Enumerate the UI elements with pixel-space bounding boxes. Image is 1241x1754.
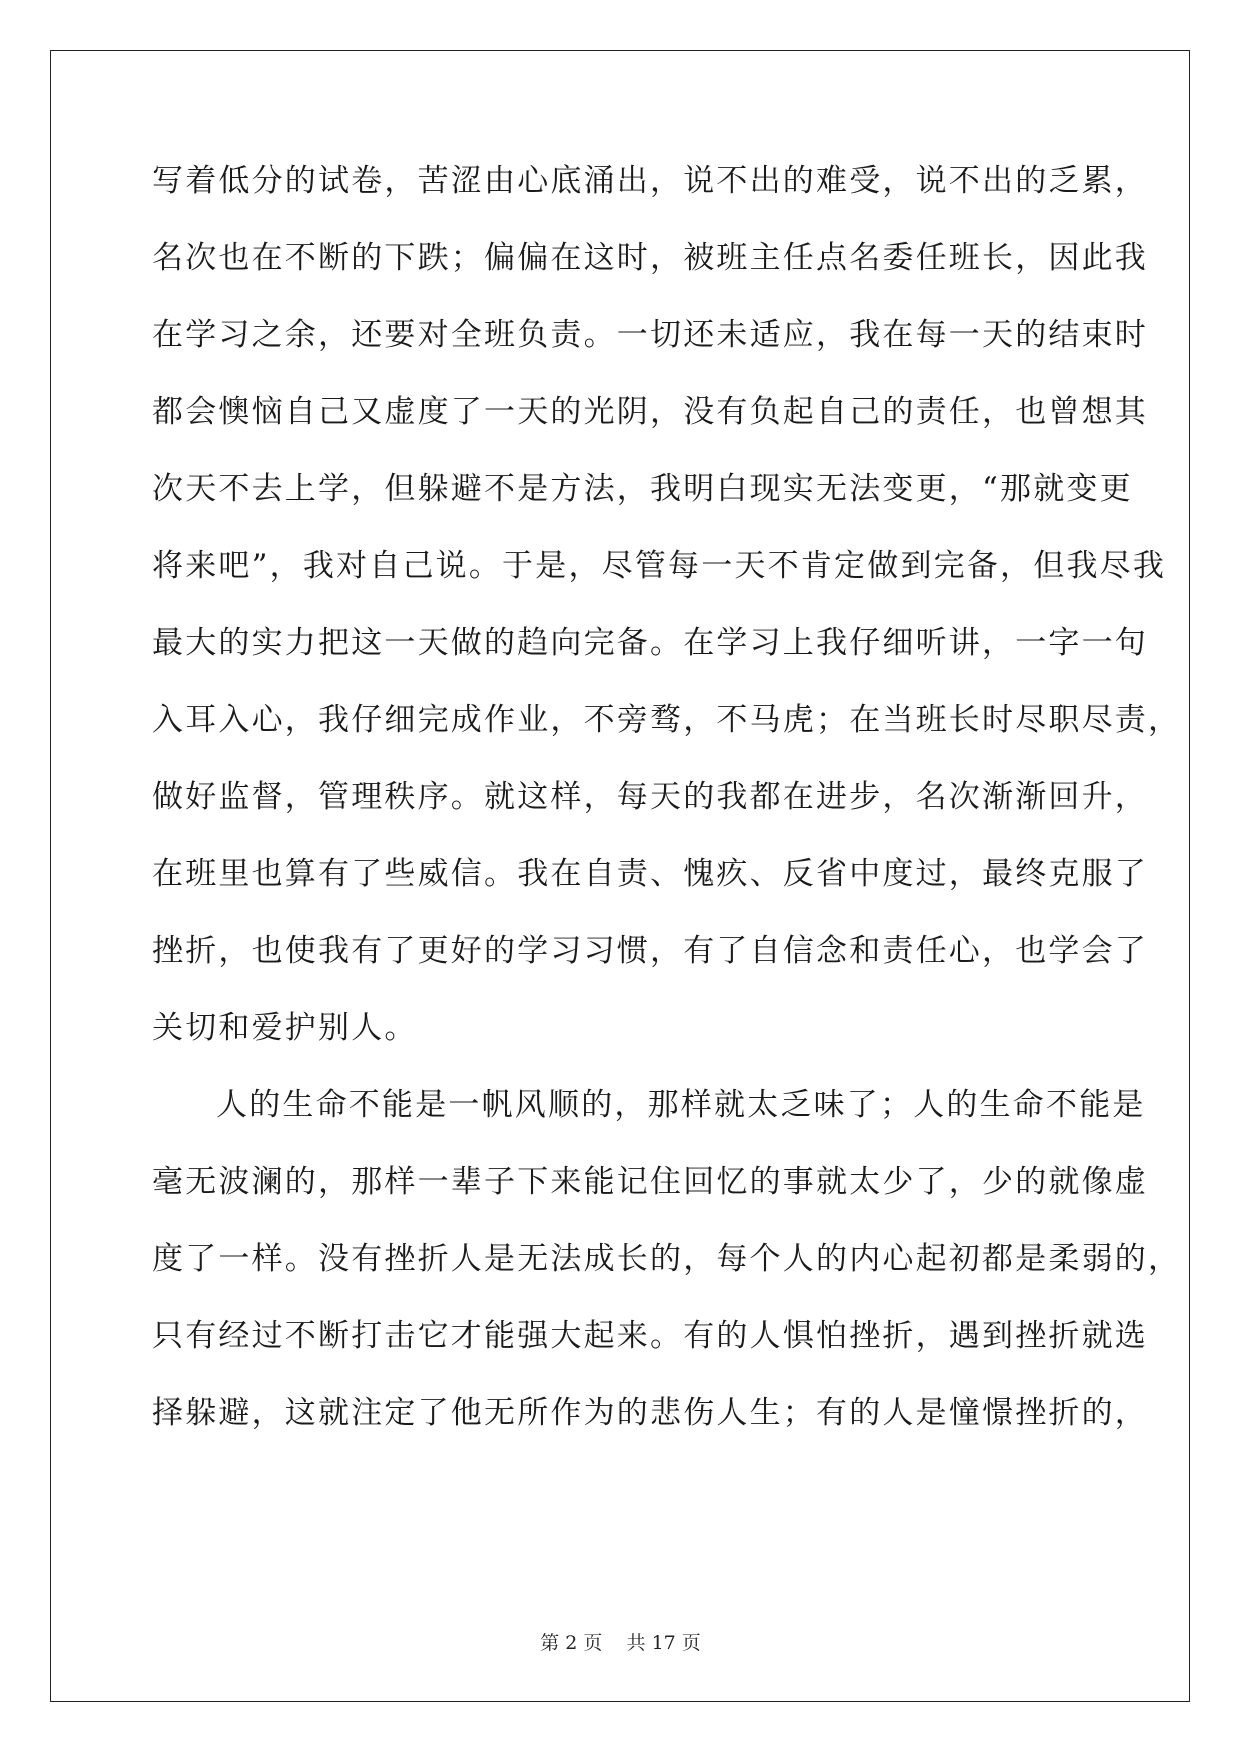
text-line: 毫无波澜的，那样一辈子下来能记住回忆的事就太少了，少的就像虚 [152, 1164, 1148, 1200]
text-line: 挫折，也使我有了更好的学习习惯，有了自信念和责任心，也学会了 [152, 933, 1148, 969]
text-line: 最大的实力把这一天做的趋向完备。在学习上我仔细听讲，一字一句 [152, 625, 1148, 661]
text-line: 择躲避，这就注定了他无所作为的悲伤人生；有的人是憧憬挫折的， [152, 1395, 1148, 1431]
text-line: 在学习之余，还要对全班负责。一切还未适应，我在每一天的结束时 [152, 317, 1148, 353]
text-line: 入耳入心，我仔细完成作业，不旁骛，不马虎；在当班长时尽职尽责， [152, 702, 1182, 738]
text-line: 名次也在不断的下跌；偏偏在这时，被班主任点名委任班长，因此我 [152, 240, 1148, 276]
text-line: 关切和爱护别人。 [152, 1010, 418, 1046]
text-line: 次天不去上学，但躲避不是方法，我明白现实无法变更，“那就变更 [152, 471, 1133, 507]
paragraph-start-line: 人的生命不能是一帆风顺的，那样就太乏味了；人的生命不能是 [216, 1087, 1146, 1123]
text-line: 将来吧”，我对自己说。于是，尽管每一天不肯定做到完备，但我尽我 [152, 548, 1167, 584]
text-line: 写着低分的试卷，苦涩由心底涌出，说不出的难受，说不出的乏累， [152, 163, 1148, 199]
text-line: 做好监督，管理秩序。就这样，每天的我都在进步，名次渐渐回升， [152, 779, 1148, 815]
text-line: 都会懊恼自己又虚度了一天的光阴，没有负起自己的责任，也曾想其 [152, 394, 1148, 430]
page-number-footer: 第 2 页 共 17 页 [540, 1632, 701, 1654]
text-line: 度了一样。没有挫折人是无法成长的，每个人的内心起初都是柔弱的， [152, 1241, 1182, 1277]
text-line: 只有经过不断打击它才能强大起来。有的人惧怕挫折，遇到挫折就选 [152, 1318, 1148, 1354]
text-line: 在班里也算有了些威信。我在自责、愧疚、反省中度过，最终克服了 [152, 856, 1148, 892]
document-body [152, 160, 1182, 1469]
